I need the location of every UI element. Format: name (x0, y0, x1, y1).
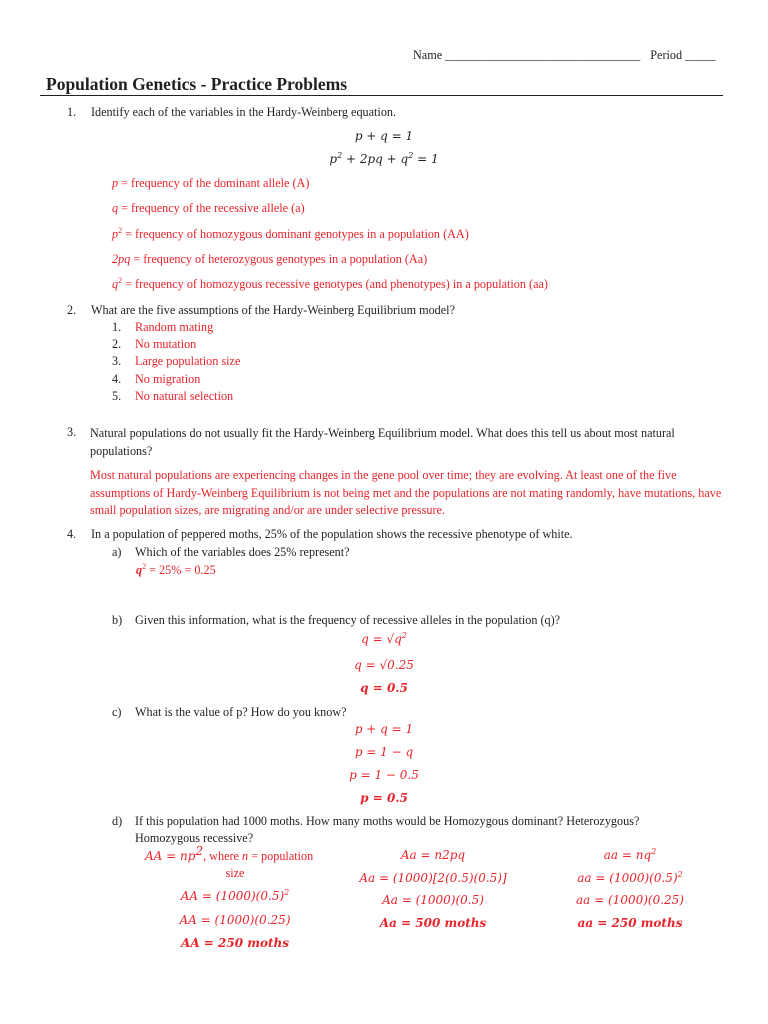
q4d-col1-line-1: AA = $np^2$, where n = population (145, 843, 314, 863)
q1-equation-1: p + q = 1 (354, 129, 414, 143)
q4a-text: Which of the variables does 25% represent? (135, 545, 350, 559)
q4-number: 4. (67, 527, 77, 541)
q4a-answer: $q^2 = 25\% = 0.25$ (136, 561, 216, 577)
period-blank: _____ (685, 48, 716, 62)
list-item: 5. (112, 389, 122, 403)
q1-def-q2: $q^2$ = frequency of homozygous recessive genotypes (and phenotypes) in a population (aa) (112, 275, 548, 291)
q4c-line-1: p + q = 1 (354, 722, 414, 736)
q4d-col1-line-2: AA = $(1000)(0.5)^2$ (180, 888, 290, 903)
q4d-text-2: Homozygous recessive? (135, 831, 254, 845)
q4d-col3-line-3: aa = (1000)(0.25) (576, 893, 684, 907)
list-item: 3. (112, 354, 122, 368)
q4-text: In a population of peppered moths, 25% of the population shows the recessive phenotype of white. (91, 527, 573, 541)
q4d-col2-line-1: Aa = n2pq (400, 848, 466, 862)
q4d-col2-line-4: Aa = 500 moths (379, 916, 487, 930)
q4c-line-3: p = 1 − 0.5 (349, 768, 419, 782)
q3-number: 3. (67, 425, 77, 439)
name-blank: ________________________________ (445, 48, 641, 62)
q2-number: 2. (67, 303, 77, 317)
q4b-text: Given this information, what is the frequency of recessive alleles in the population (q)? (135, 613, 561, 627)
list-item: 1. (112, 320, 122, 334)
q4d-col1-line-1b: size (225, 866, 245, 880)
list-item-text: No mutation (135, 337, 197, 351)
q3-answer: Most natural populations are experiencing changes in the gene pool over time; they are evolving. At least one of the five assumptions of Hardy-Weinberg Equilibrium is not being met and the populations are not mating randomly, have mutations, have small population sizes, are migrating and/or are under selective pressure. (90, 468, 722, 517)
list-item-text: Random mating (135, 320, 214, 334)
q1-equation-2: $p^2 + 2pq + q^2 = 1$ (329, 151, 439, 166)
list-item: 4. (112, 372, 122, 386)
q1-text: Identify each of the variables in the Hardy-Weinberg equation. (91, 105, 397, 119)
q4d-label: d) (112, 814, 123, 828)
list-item-text: No natural selection (135, 389, 234, 403)
q4c-text: What is the value of p? How do you know? (135, 705, 347, 719)
q4c-label: c) (112, 705, 122, 719)
q3-text: Natural populations do not usually fit the Hardy-Weinberg Equilibrium model. What does this tell us about most natural populations? (90, 426, 675, 458)
q4b-label: b) (112, 613, 123, 627)
period-label: Period (650, 48, 683, 62)
q4d-col1-line-3: AA = (1000)(0.25) (179, 913, 291, 927)
q4d-col3-line-1: aa = $nq^2$ (603, 847, 657, 862)
q4b-line-3: q = 0.5 (360, 681, 408, 695)
q2-text: What are the five assumptions of the Hardy-Weinberg Equilibrium model? (91, 303, 455, 317)
name-field (413, 48, 716, 63)
q4c-line-4: p = 0.5 (360, 791, 408, 805)
q4b-line-1: $q = √q^2$ (361, 631, 407, 646)
q1-number: 1. (67, 105, 77, 119)
title-rule (40, 95, 723, 96)
q4d-col2-line-3: Aa = (1000)(0.5) (382, 893, 484, 907)
q4b-line-2: q = √0.25 (354, 658, 414, 672)
q4a-label: a) (112, 545, 122, 559)
q1-def-p: p = frequency of the dominant allele (A) (112, 176, 310, 190)
q1-def-2pq: 2pq = frequency of heterozygous genotypes in a population (Aa) (112, 252, 428, 266)
page-title: Population Genetics - Practice Problems (46, 74, 348, 94)
name-label: Name (413, 48, 443, 62)
list-item-text: No migration (135, 372, 201, 386)
q4d-text-1: If this population had 1000 moths. How many moths would be Homozygous dominant? Heterozygous? (135, 814, 640, 828)
list-item: 2. (112, 337, 122, 351)
q4c-line-2: p = 1 − q (354, 745, 414, 759)
q4d-col3-line-4: aa = 250 moths (577, 916, 683, 930)
q1-def-p2: $p^2$ = frequency of homozygous dominant genotypes in a population (AA) (112, 225, 469, 241)
q4d-col3-line-2: aa = $(1000)(0.5)^2$ (577, 870, 683, 885)
list-item-text: Large population size (135, 354, 241, 368)
q4d-col1-line-4: AA = 250 moths (181, 936, 289, 950)
q4d-col2-line-2: Aa = (1000)[2(0.5)(0.5)] (359, 871, 507, 885)
q1-def-q: q = frequency of the recessive allele (a) (112, 201, 305, 215)
